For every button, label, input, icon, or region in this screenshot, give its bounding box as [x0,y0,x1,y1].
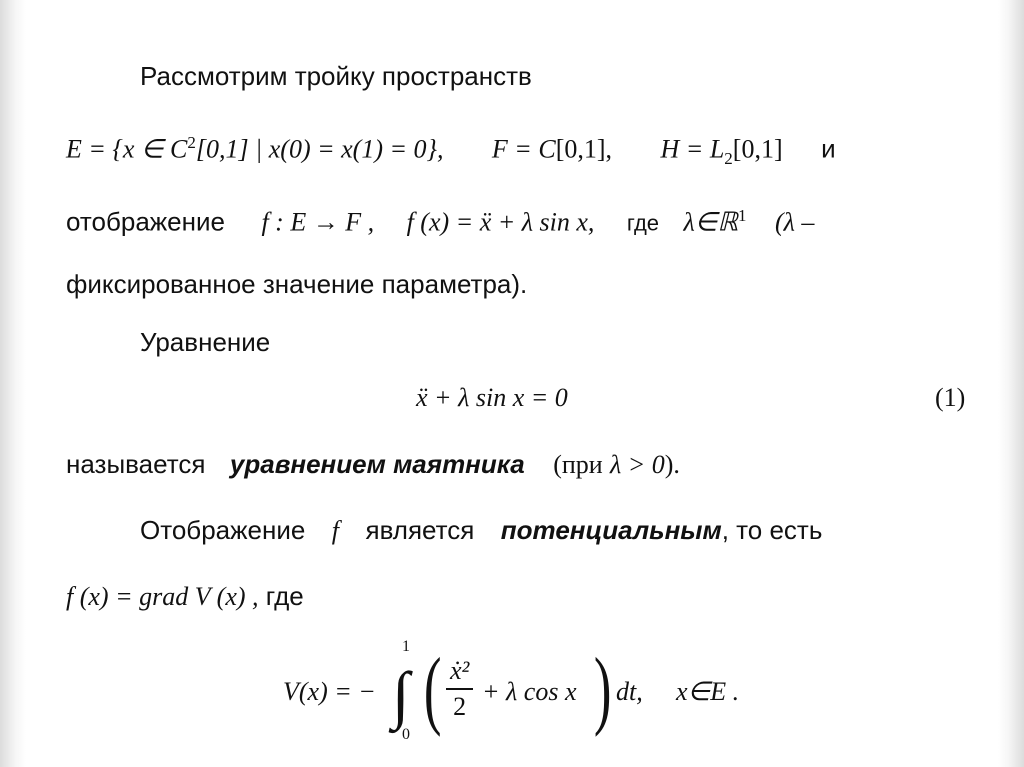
where-word-2: где [265,581,304,611]
mapping-word: отображение [66,206,225,237]
intro-line: Рассмотрим тройку пространств [140,61,532,91]
mapping-definition [66,200,814,240]
left-paren: ( [423,641,442,738]
integral-upper-limit: 1 [402,638,410,655]
condition-open: (при [553,450,603,479]
mapping-signature: f : E → F , [261,207,375,237]
pendulum-equation: ẍ + λ sin x = 0 [416,383,568,412]
equation-number: (1) [935,383,966,412]
symbol-f: f [331,516,340,545]
mapping-word-2: Отображение [140,515,306,545]
condition-close: ). [664,450,680,479]
parameter-note: фиксированное значение параметра). [66,269,528,299]
space-H-subscript: 2 [724,148,733,168]
gradient-formula: f (x) = grad V (x) , [66,582,259,611]
lambda-set-superscript: 1 [738,206,747,225]
called-word: называется [66,449,206,479]
integral-sign: ∫ [392,659,410,730]
condition-expr: λ > 0 [609,450,665,479]
integral-lower-limit: 0 [402,726,410,743]
right-shadow [998,0,1024,767]
space-H: H = L [660,134,725,164]
space-E-rhs: [0,1] | x(0) = x(1) = 0}, [195,134,444,164]
spaces-definition [66,127,836,175]
domain-condition: x∈E . [676,677,740,706]
potential-lhs: V(x) = − [283,677,376,706]
mapping-formula: f (x) = ẍ + λ sin x, [406,207,595,237]
differential: dt, [616,677,643,706]
cosine-term: + λ cos x [482,677,577,706]
fraction-numerator: ẋ² [446,654,473,690]
space-E-superscript: 2 [187,133,196,152]
right-paren: ) [593,641,612,738]
pendulum-definition [66,448,680,481]
conjunction-and: и [821,133,836,164]
space-H-interval: [0,1] [732,134,783,164]
fraction-denominator: 2 [453,692,467,721]
that-is-phrase: , то есть [721,515,823,545]
lambda-set: λ∈ℝ [683,207,738,237]
equation-intro: Уравнение [140,327,271,357]
fraction [446,654,473,724]
where-word: где [626,210,660,236]
space-E-lhs: E = {x ∈ C [66,134,188,164]
pendulum-term: уравнением маятника [229,449,525,479]
is-word: является [365,515,475,545]
space-F-interval: [0,1], [555,134,613,164]
potential-statement [140,514,822,547]
lambda-paren: (λ – [774,207,815,237]
left-shadow [0,0,26,767]
fraction-body [446,654,473,724]
potential-term: потенциальным [500,515,722,545]
space-F: F = C [491,134,556,164]
gradient-line [66,580,304,613]
